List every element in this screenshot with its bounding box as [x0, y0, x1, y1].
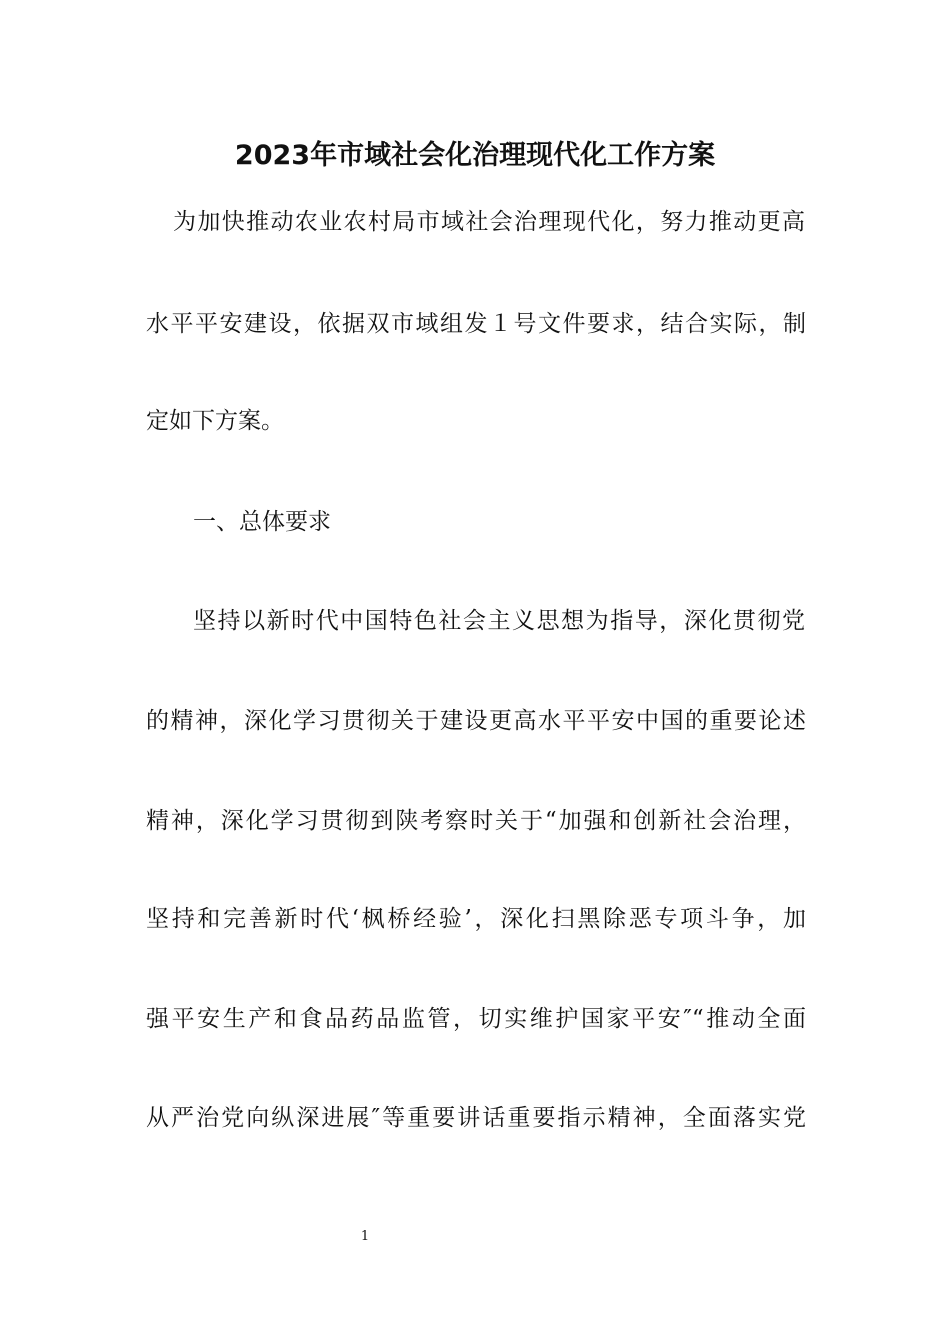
paragraph-line: 从严治党向纵深进展″等重要讲话重要指示精神，全面落实党	[146, 1105, 806, 1131]
section-heading: 一、总体要求	[193, 509, 331, 535]
paragraph-line: 水平平安建设，依据双市域组发１号文件要求，结合实际，制	[146, 311, 806, 337]
paragraph-line: 的精神，深化学习贯彻关于建设更高水平平安中国的重要论述	[146, 708, 806, 734]
paragraph-line: 坚持以新时代中国特色社会主义思想为指导，深化贯彻党	[193, 608, 805, 634]
paragraph-line: 为加快推动农业农村局市域社会治理现代化，努力推动更高	[173, 209, 805, 235]
page-number: 1	[360, 1229, 370, 1244]
paragraph-line: 坚持和完善新时代‘枫桥经验’，深化扫黑除恶专项斗争，加	[146, 906, 806, 932]
paragraph-line: 定如下方案。	[146, 408, 284, 434]
document-title: 2023年市域社会化治理现代化工作方案	[234, 140, 716, 171]
paragraph-line: 精神，深化学习贯彻到陕考察时关于“加强和创新社会治理，	[146, 808, 806, 834]
paragraph-line: 强平安生产和食品药品监管，切实维护国家平安″“推动全面	[146, 1006, 806, 1032]
